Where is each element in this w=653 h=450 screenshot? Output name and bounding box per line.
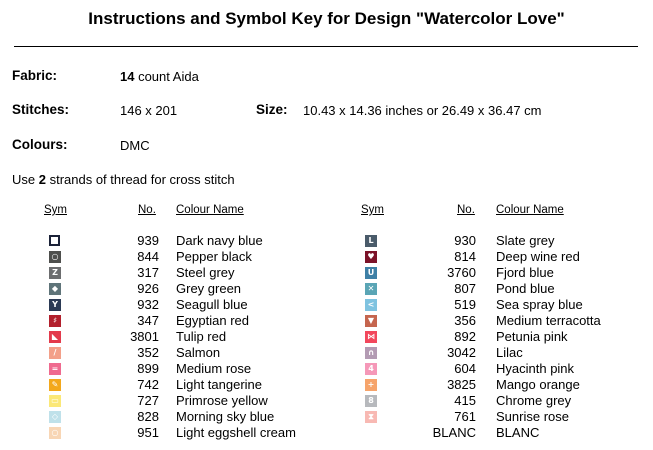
fabric-type: count Aida	[134, 69, 199, 84]
colour-name: Fjord blue	[496, 265, 554, 280]
dmc-number: 932	[137, 297, 159, 312]
strand-count: 2	[38, 172, 46, 187]
dmc-number: 3825	[447, 377, 476, 392]
colour-name: Dark navy blue	[176, 233, 263, 248]
dmc-number: 604	[454, 361, 476, 376]
instruction-post: strands of thread for cross stitch	[45, 172, 235, 187]
colour-name: Petunia pink	[496, 329, 568, 344]
header-sym-right: Sym	[361, 204, 384, 216]
header-no-right: No.	[457, 204, 475, 216]
dmc-number: 926	[137, 281, 159, 296]
instruction-pre: Use	[12, 172, 39, 187]
colour-name: Light eggshell cream	[176, 425, 296, 440]
symbol-swatch-icon: Y	[49, 299, 61, 311]
dmc-number: 352	[137, 345, 159, 360]
dmc-number: 519	[454, 297, 476, 312]
dmc-number: 892	[454, 329, 476, 344]
symbol-swatch-icon: ♥	[365, 251, 377, 263]
fabric-label: Fabric:	[12, 68, 58, 83]
symbol-swatch-icon: 8	[365, 395, 377, 407]
size-value: 10.43 x 14.36 inches or 26.49 x 36.47 cm	[303, 103, 542, 118]
colour-name: Deep wine red	[496, 249, 580, 264]
colour-name: Tulip red	[176, 329, 227, 344]
colour-name: BLANC	[496, 425, 540, 440]
symbol-swatch-icon: ♯	[49, 315, 61, 327]
symbol-swatch-icon: ◇	[49, 411, 61, 423]
colour-name: Sea spray blue	[496, 297, 583, 312]
colour-name: Pepper black	[176, 249, 252, 264]
fabric-value	[120, 69, 199, 84]
colour-name: Primrose yellow	[176, 393, 268, 408]
symbol-swatch-icon: <	[365, 299, 377, 311]
header-no-left: No.	[138, 204, 156, 216]
colour-name: Chrome grey	[496, 393, 572, 408]
fabric-count: 14	[120, 69, 135, 84]
dmc-number: 951	[137, 425, 159, 440]
symbol-swatch-icon: ⧗	[365, 411, 377, 423]
dmc-number: 807	[454, 281, 476, 296]
dmc-number: 844	[137, 249, 159, 264]
symbol-swatch-icon: +	[365, 379, 377, 391]
symbol-swatch-icon: =	[49, 363, 61, 375]
dmc-number: 828	[137, 409, 159, 424]
symbol-swatch-icon: ◣	[49, 331, 61, 343]
colour-name: Egyptian red	[176, 313, 249, 328]
strands-instruction	[12, 172, 235, 187]
symbol-swatch-icon: 4	[365, 363, 377, 375]
symbol-swatch-icon: ○	[49, 427, 61, 439]
dmc-number: 814	[454, 249, 476, 264]
page-title: Instructions and Symbol Key for Design "Watercolor Love"	[88, 9, 565, 28]
colour-name: Morning sky blue	[176, 409, 275, 424]
colour-name: Lilac	[496, 345, 523, 360]
header-sym-left: Sym	[44, 204, 67, 216]
dmc-number: 939	[137, 233, 159, 248]
colour-name: Mango orange	[496, 377, 580, 392]
colour-name: Salmon	[176, 345, 221, 360]
dmc-number: 347	[137, 313, 159, 328]
symbol-swatch-icon: Z	[49, 267, 61, 279]
symbol-swatch-icon	[365, 427, 377, 439]
symbol-swatch-icon	[49, 235, 60, 246]
symbol-swatch-icon: ⋈	[367, 332, 375, 341]
header-name-right: Colour Name	[496, 204, 564, 216]
colour-name: Medium terracotta	[496, 313, 601, 328]
colour-name: Grey green	[176, 281, 242, 296]
dmc-number: 727	[137, 393, 159, 408]
dmc-number: 899	[137, 361, 159, 376]
dmc-number: 3042	[447, 345, 476, 360]
colour-name: Light tangerine	[176, 377, 263, 392]
colour-name: Medium rose	[176, 361, 252, 376]
dmc-number: 3801	[130, 329, 159, 344]
colour-name: Seagull blue	[176, 297, 248, 312]
colours-value: DMC	[120, 138, 150, 153]
dmc-number: 356	[454, 313, 476, 328]
symbol-swatch-icon: ▼	[365, 315, 377, 327]
symbol-swatch-icon: ○	[49, 251, 61, 263]
symbol-swatch-icon: U	[365, 267, 377, 279]
symbol-swatch-icon: ✕	[365, 283, 377, 295]
symbol-swatch-icon: L	[365, 235, 377, 247]
colour-name: Pond blue	[496, 281, 555, 296]
symbol-swatch-icon: ∩	[365, 347, 377, 359]
size-label: Size:	[256, 102, 288, 117]
dmc-number: 761	[454, 409, 476, 424]
dmc-number: 742	[137, 377, 159, 392]
dmc-number: 415	[454, 393, 476, 408]
dmc-number: BLANC	[432, 425, 476, 440]
stitches-label: Stitches:	[12, 102, 70, 117]
dmc-number: 317	[137, 265, 159, 280]
colours-label: Colours:	[12, 137, 68, 152]
dmc-number: 3760	[447, 265, 476, 280]
colour-name: Hyacinth pink	[496, 361, 575, 376]
colour-name: Slate grey	[496, 233, 555, 248]
colour-name: Steel grey	[176, 265, 235, 280]
colour-name: Sunrise rose	[496, 409, 569, 424]
title-divider	[14, 46, 638, 47]
symbol-swatch-icon: ✎	[49, 379, 61, 391]
stitches-value: 146 x 201	[120, 103, 178, 118]
dmc-number: 930	[454, 233, 476, 248]
symbol-swatch-icon: ◆	[49, 283, 61, 295]
symbol-swatch-icon: /	[49, 347, 61, 359]
header-name-left: Colour Name	[176, 204, 244, 216]
symbol-swatch-icon: ▭	[49, 395, 61, 407]
